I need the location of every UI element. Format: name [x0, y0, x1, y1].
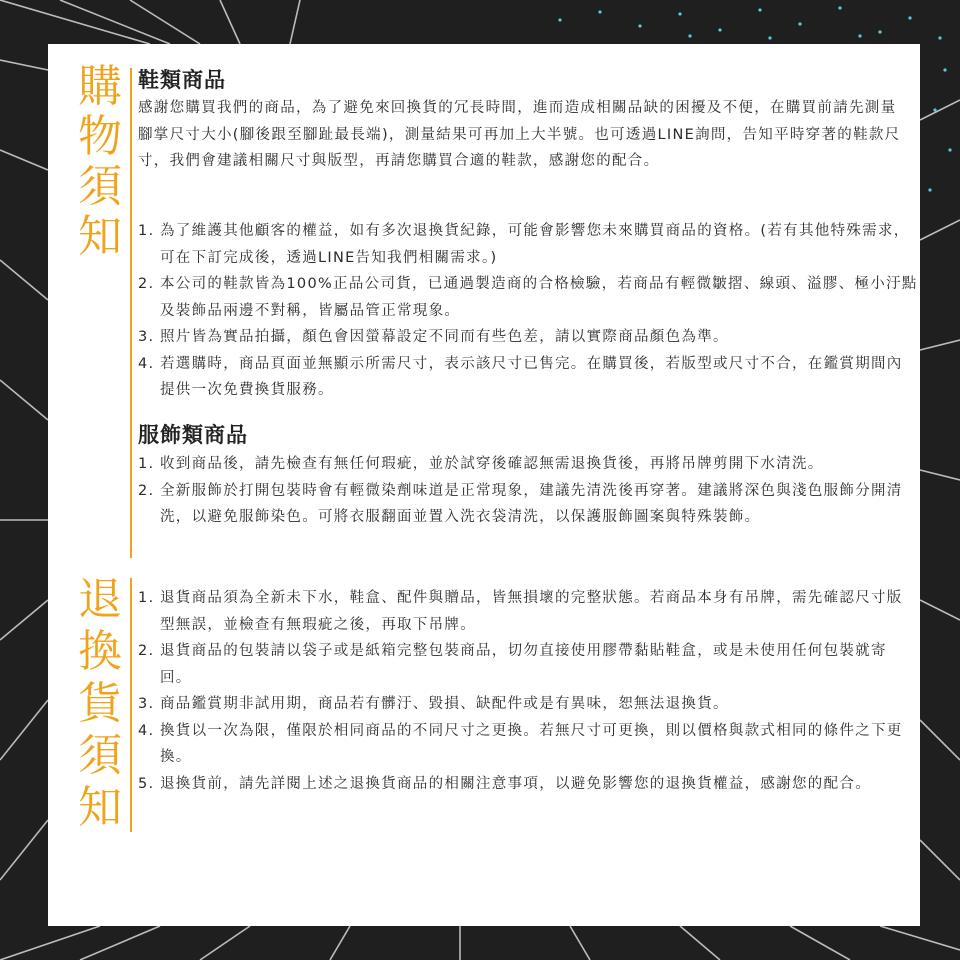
list-item: 5. 退換貨前，請先詳閱上述之退換貨商品的相關注意事項，以避免影響您的退換貨權益，感謝您的配合。 — [138, 775, 871, 792]
shoes-list — [138, 218, 918, 404]
list-item: 3. 照片皆為實品拍攝，顏色會因螢幕設定不同而有些色差，請以實際商品顏色為準。 — [138, 329, 729, 345]
list-item: 4. 若選購時，商品頁面並無顯示所需尺寸，表示該尺寸已售完。在購買後，若版型或尺寸不合，在鑑賞期間內提供一次免費換貨服務。 — [138, 355, 903, 398]
list-item: 1. 收到商品後，請先檢查有無任何瑕疵，並於試穿後確認無需退換貨後，再將吊牌剪開下水清洗。 — [138, 456, 824, 472]
return-notice-divider — [130, 578, 132, 832]
list-item: 4. 換貨以一次為限，僅限於相同商品的不同尺寸之更換。若無尺寸可更換，則以價格與款式相同的條件之下更換。 — [138, 722, 903, 765]
notice-card — [48, 44, 920, 926]
list-item: 2. 全新服飾於打開包裝時會有輕微染劑味道是正常現象，建議先清洗後再穿著。建議將深色與淺色服飾分開清洗，以避免服飾染色。可將衣服翻面並置入洗衣袋清洗，以保護服飾圖案與特殊裝飾。 — [138, 482, 903, 525]
list-item: 2. 退貨商品的包裝請以袋子或是紙箱完整包裝商品，切勿直接使用膠帶黏貼鞋盒，或是未使用任何包裝就寄回。 — [138, 643, 887, 686]
apparel-section-title: 服飾類商品 — [138, 423, 248, 447]
shoes-intro: 感謝您購買我們的商品，為了避免來回換貨的冗長時間，進而造成相關品缺的困擾及不便，在購買前請先測量腳掌尺寸大小(腳後跟至腳趾最長端)，測量結果可再加上大半號。也可透過LINE詢問，告知平時穿著的鞋款尺寸，我們會建議相關尺寸與版型，再請您購買合適的鞋款，感謝您的配合。 — [138, 100, 901, 169]
return-list — [138, 585, 918, 797]
shopping-notice-divider — [130, 68, 132, 558]
shoes-section-title: 鞋類商品 — [138, 68, 226, 92]
return-notice-side-title: 退 換 貨 須 知 — [78, 574, 122, 833]
apparel-list — [138, 451, 918, 531]
list-item: 1. 退貨商品須為全新未下水，鞋盒、配件與贈品，皆無損壞的完整狀態。若商品本身有吊牌，需先確認尺寸版型無誤，並檢查有無瑕疵之後，再取下吊牌。 — [138, 590, 903, 633]
list-item: 2. 本公司的鞋款皆為100%正品公司貨，已通過製造商的合格檢驗，若商品有輕微皺摺、線頭、溢膠、極小汙點及裝飾品兩邊不對稱，皆屬品管正常現象。 — [138, 276, 918, 319]
shopping-notice-side-title: 購 物 須 知 — [78, 61, 122, 262]
list-item: 3. 商品鑑賞期非試用期，商品若有髒汙、毀損、缺配件或是有異味，恕無法退換貨。 — [138, 696, 729, 712]
list-item: 1. 為了維護其他顧客的權益，如有多次退換貨紀錄，可能會影響您未來購買商品的資格。(若有其他特殊需求，可在下訂完成後，透過LINE告知我們相關需求。) — [138, 223, 910, 266]
